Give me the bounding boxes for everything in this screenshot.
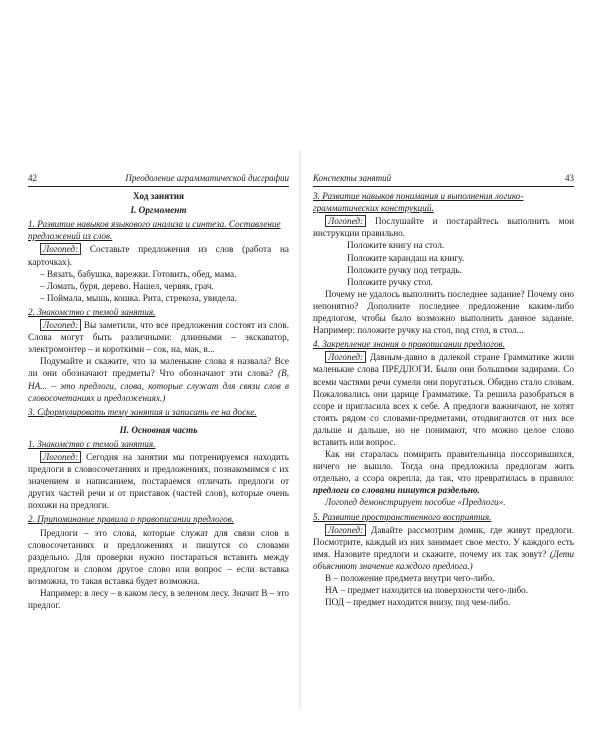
left-running-title: Преодоление аграмматической дисграфии xyxy=(125,173,289,183)
meaning-item: НА – предмет находится на поверхности чего-либо. xyxy=(325,585,529,596)
speaker-label: Логопед: xyxy=(325,524,366,536)
paragraph-text: Давным-давно в далекой стране Грамматике жили маленькие слова ПРЕДЛОГИ. Были они большими задирами. Со всеми частями речи сумели они поругаться. Обидно стало словам. Пожаловались они царице Грамматике. Та решила разобраться в ссоре и пригласила всех к себе. А предлоги важничают, не хотят стоять рядом со словами-предметами, отодвигаются от них все дальше и дальше, но не понимают, что можно целое слово вставить или вопрос. xyxy=(313,352,574,447)
paragraph xyxy=(28,243,289,267)
speaker-label: Логопед: xyxy=(40,243,81,255)
instruction-item: Положите ручку стол. xyxy=(347,276,433,287)
lesson-title: Ход занятия xyxy=(133,191,184,202)
paragraph: Почему не удалось выполнить последнее задание? Почему оно непонятно? Дополните последнее предложение каким-либо предлогом, чтобы было возможно выполнить данное задание. Например: положите ручку на стол, под стол, в стол... xyxy=(313,288,574,336)
list-item: – Поймала, мышь, кошка. Рита, стрекоза, увидела. xyxy=(40,292,237,303)
instruction-item: Положите карандаш на книгу. xyxy=(347,252,465,263)
right-running-head xyxy=(313,172,574,187)
speaker-label: Логопед: xyxy=(325,351,366,363)
paragraph xyxy=(28,355,289,403)
list-item: – Ломать, буря, дерево. Нашел, червяк, грач. xyxy=(40,280,214,291)
paragraph: Логопед демонстрирует пособие «Предлоги». xyxy=(325,497,506,508)
paragraph-text: Вы заметили, что все предложения состоят из слов. Слова могут быть различными: длинными – экскаватор, электромонтер – и короткими – сок, на, мак, в... xyxy=(28,320,289,355)
task-logic-grammar: 3. Развитие навыков понимания и выполнения логико-грамматических конструкций. xyxy=(313,191,524,214)
task-spelling-consolidation: 4. Закрепление знания о правописании предлогов. xyxy=(313,339,505,350)
paragraph-text: Сегодня на занятии мы потренируемся находить предлоги в словосочетаниях и предложениях, познакомимся с их значением и написанием, постараемся отличать предлоги от других частей речи и от приставок (частей слов), которые очень похожи на предлоги. xyxy=(28,451,289,511)
right-running-title: Конспекты занятий xyxy=(313,173,392,183)
paragraph xyxy=(313,215,574,239)
speaker-label: Логопед: xyxy=(40,451,81,463)
task-topic-intro-2: 1. Знакомство с темой занятия. xyxy=(28,438,156,449)
left-running-head xyxy=(28,172,289,187)
book-gutter xyxy=(298,150,302,710)
meaning-item: ПОД – предмет находится внизу, под чем-либо. xyxy=(325,597,511,608)
left-page xyxy=(28,172,289,611)
task-analysis-synthesis: 1. Развитие навыков языкового анализа и синтеза. Составление предложений из слов. xyxy=(28,219,281,242)
right-page xyxy=(313,172,574,608)
paragraph-text: Давайте рассмотрим домик, где живут предлоги. Посмотрите, каждый из них занимает свое место. У каждого есть имя. Назовите предлоги и скажите, почему их так зовут? xyxy=(313,524,574,559)
task-topic-intro: 2. Знакомство с темой занятия. xyxy=(28,306,156,317)
answer-text: (В, НА... – это предлоги, слова, которые служат для связи слов в словосочетаниях и предложениях.) xyxy=(28,368,290,403)
section-orgmoment: I. Оргмомент xyxy=(130,205,187,216)
paragraph xyxy=(313,448,574,496)
paragraph-text: Подумайте и скажите, что за маленькие слова я назвала? Все ли они обозначают предметы? Что обозначают эти слова? xyxy=(28,356,289,379)
paragraph: Например: в лесу – в каком лесу, в зеленом лесу. Значит В – это предлог. xyxy=(28,588,289,611)
instruction-item: Положите книгу на стол. xyxy=(347,240,445,251)
speaker-label: Логопед: xyxy=(325,215,366,227)
rule-text: предлоги со словами пишутся раздельно. xyxy=(313,485,480,496)
answer-text: (Дети объясняют значение каждого предлога.) xyxy=(313,548,575,571)
right-page-number: 43 xyxy=(565,173,574,183)
paragraph xyxy=(313,351,574,448)
task-spatial-perception: 5. Развитие пространственного восприятия. xyxy=(313,511,492,522)
section-main-part: II. Основная часть xyxy=(119,424,198,435)
task-formulate-topic: 3. Сформулировать тему занятия и записать ее на доске. xyxy=(28,406,257,417)
task-rule-recall: 2. Припоминание правила о правописании предлогов. xyxy=(28,514,235,525)
speaker-label: Логопед: xyxy=(40,319,81,331)
instruction-item: Положите ручку под тетрадь. xyxy=(347,264,462,275)
paragraph xyxy=(28,451,289,511)
left-page-number: 42 xyxy=(28,173,37,183)
paragraph: Предлоги – это слова, которые служат для связи слов в словосочетаниях и предложениях и пишутся со словами раздельно. Для проверки нужно постараться вставить между предлогом и словом другое слово или вопрос – если вставка возможна, то такая вставка будет возможна. xyxy=(28,527,289,586)
paragraph xyxy=(313,524,574,572)
paragraph-text: Как ни старалась помирить правительница поссорившихся, ничего не вышло. Тогда она предложила предлогам жить отдельно, а ссора окрепла, да так, что превратилась в правило: xyxy=(313,449,574,484)
meaning-item: В – положение предмета внутри чего-либо. xyxy=(325,573,495,583)
paragraph-text: Послушайте и постарайтесь выполнить мои инструкции правильно. xyxy=(313,216,574,239)
paragraph xyxy=(28,319,289,355)
paragraph-text: Составьте предложения из слов (работа на карточках). xyxy=(28,244,289,267)
list-item: – Вязать, бабушка, варежки. Готовить, обед, мама. xyxy=(40,268,237,279)
